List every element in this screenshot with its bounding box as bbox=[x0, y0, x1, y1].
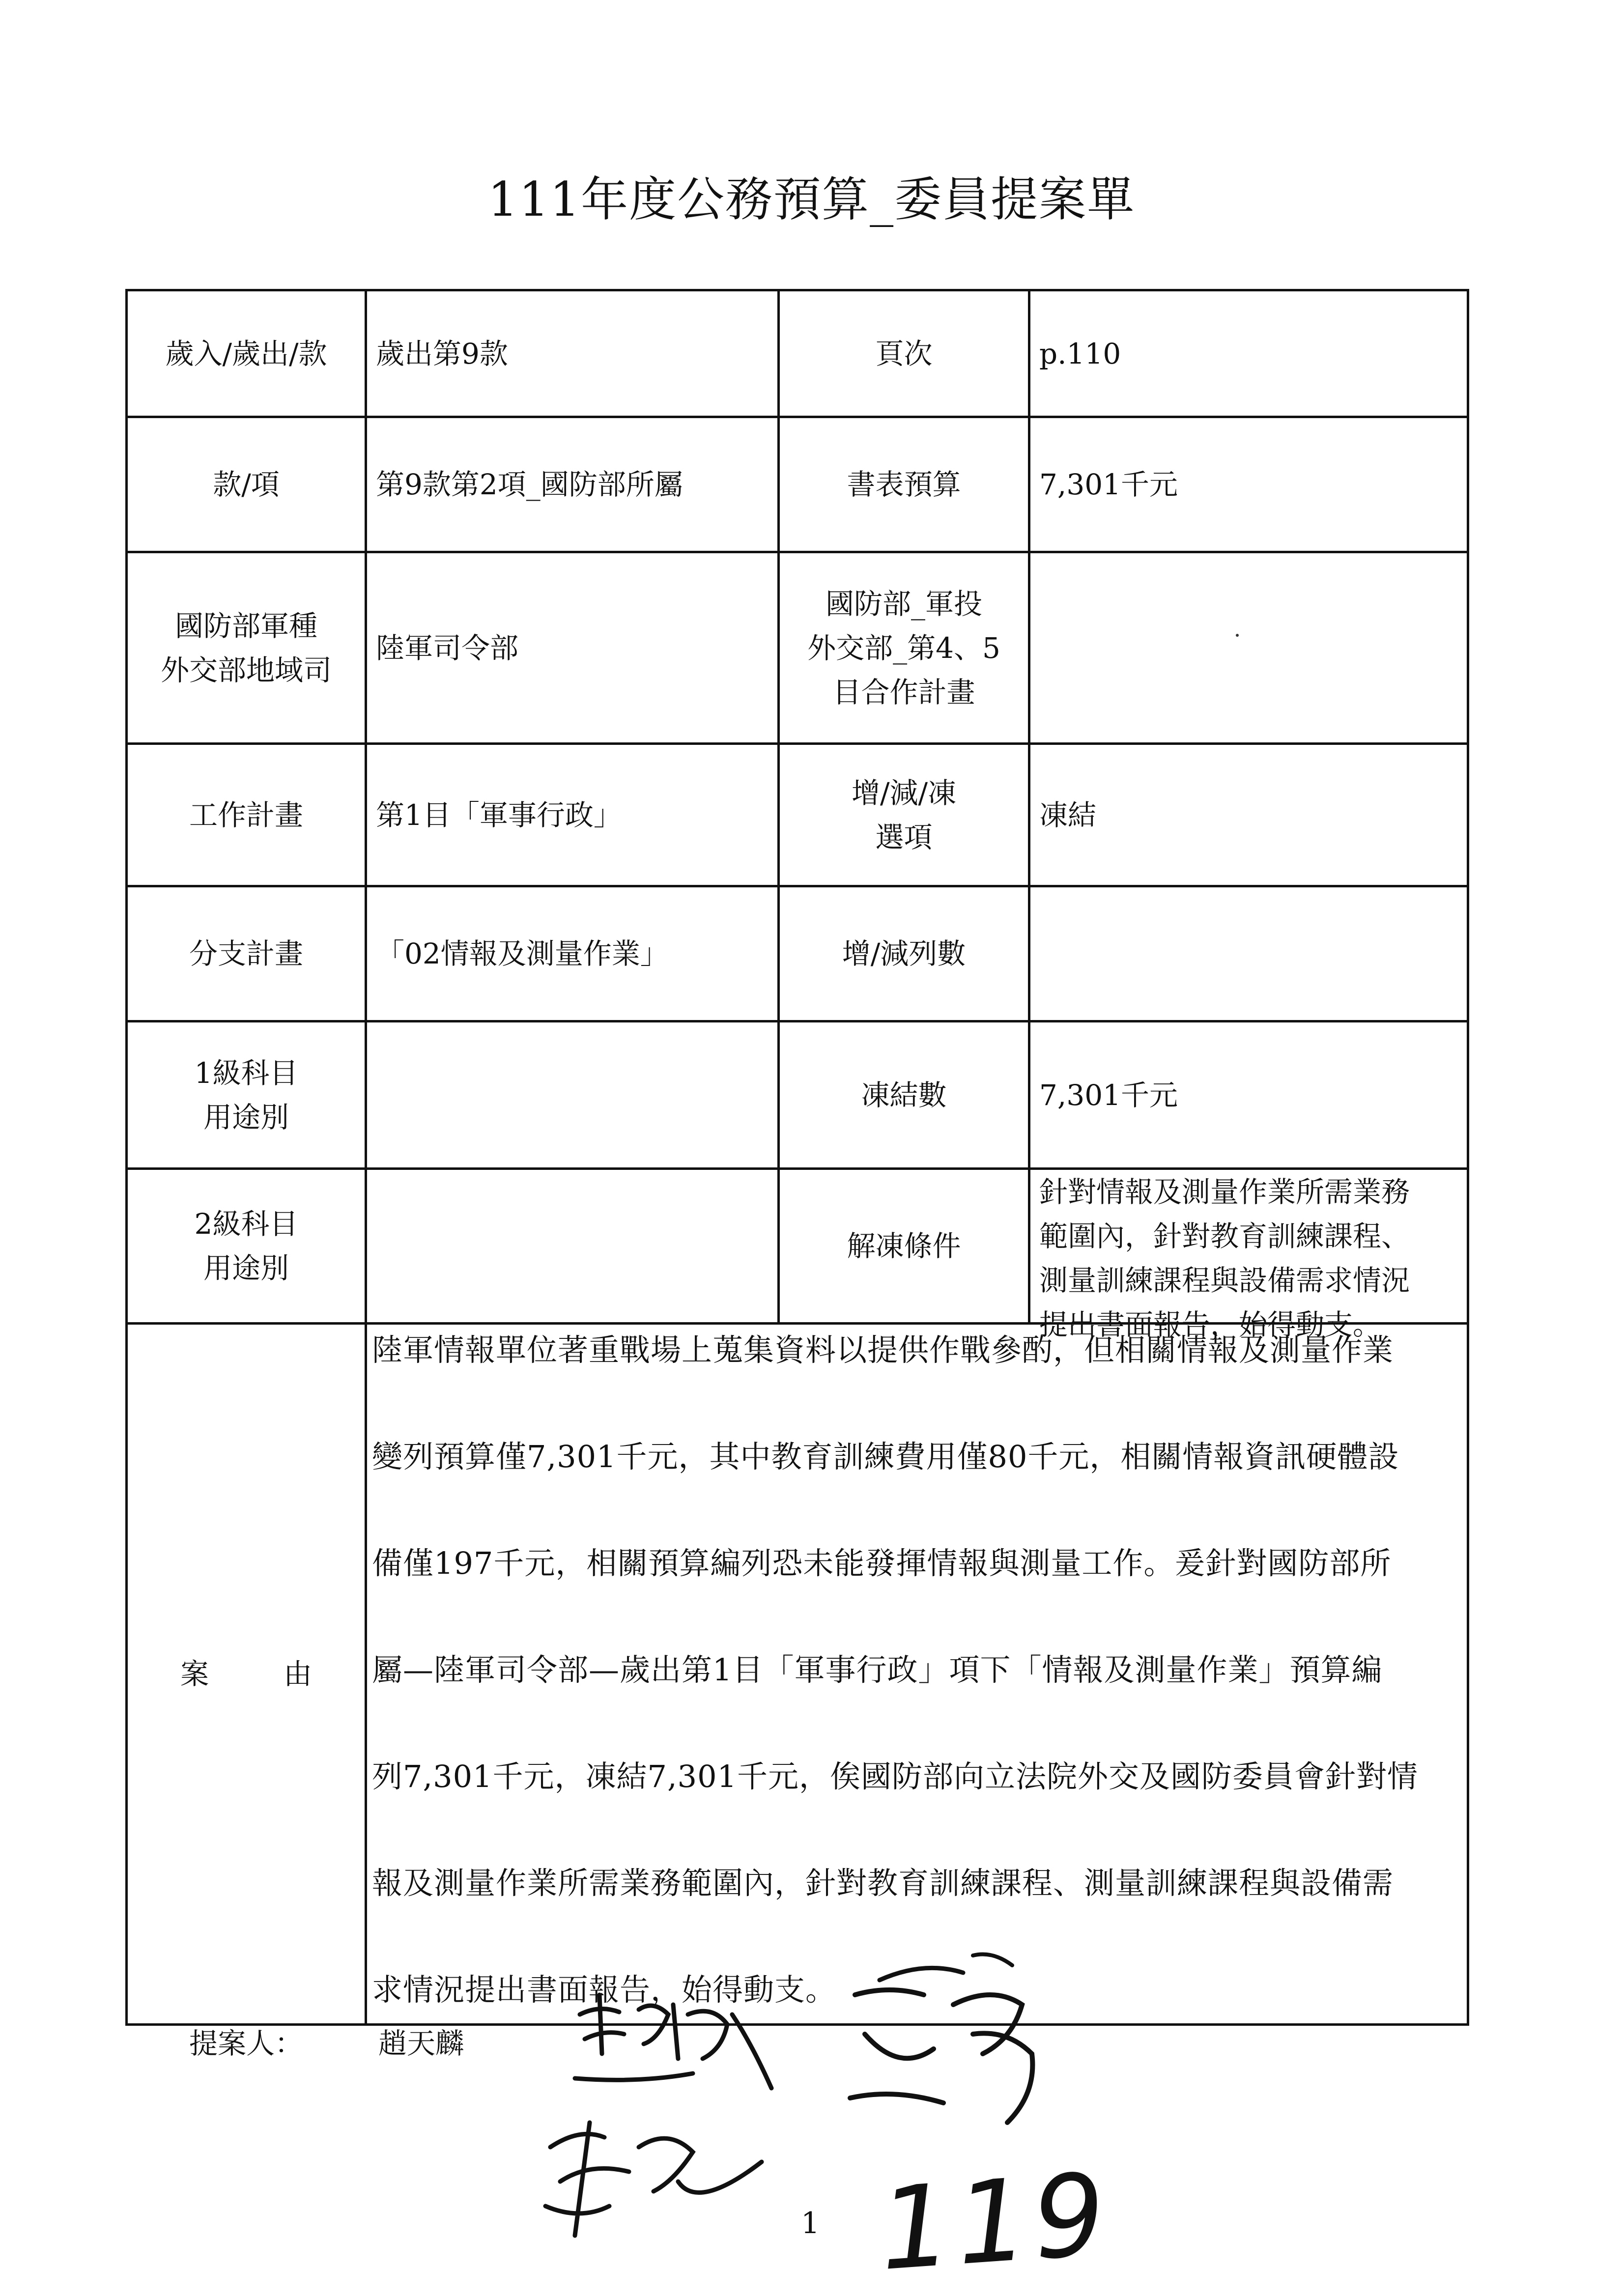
label-section: 款/項 bbox=[127, 417, 366, 552]
value-unfreeze-condition: 針對情報及測量作業所需業務 範圍內，針對教育訓練課程、 測量訓練課程與設備需求情況 提出書面報告，始得動支。 bbox=[1029, 1169, 1468, 1324]
label-work-plan: 工作計畫 bbox=[127, 744, 366, 886]
value-adjust-amount bbox=[1029, 886, 1468, 1021]
handwritten-number: 119 bbox=[875, 2149, 1114, 2296]
handwritten-signature bbox=[845, 1975, 1061, 2137]
reason-text bbox=[366, 1324, 1468, 2025]
value-listed-budget: 7,301千元 bbox=[1029, 417, 1468, 552]
value-adjust-option: 凍結 bbox=[1029, 744, 1468, 886]
reason-line: 變列預算僅7,301千元，其中教育訓練費用僅80千元，相關情報資訊硬體設 bbox=[372, 1439, 1399, 1474]
label-level2-subject: 2級科目 用途別 bbox=[127, 1169, 366, 1324]
table-row bbox=[127, 417, 1468, 552]
proposer-label: 提案人： bbox=[189, 2027, 304, 2060]
handwritten-signature bbox=[531, 2108, 776, 2250]
table-row bbox=[127, 1324, 1468, 2025]
table-row bbox=[127, 744, 1468, 886]
reason-line: 報及測量作業所需業務範圍內，針對教育訓練課程、測量訓練課程與設備需 bbox=[372, 1865, 1394, 1901]
value-level2-subject bbox=[366, 1169, 779, 1324]
reason-line: 求情況提出書面報告，始得動支。 bbox=[372, 1972, 837, 2008]
reason-line: 列7,301千元，凍結7,301千元，俟國防部向立法院外交及國防委員會針對情 bbox=[372, 1758, 1418, 1794]
reason-line: 陸軍情報單位著重戰場上蒐集資料以提供作戰參酌，但相關情報及測量作業 bbox=[372, 1332, 1394, 1368]
reason-line: 屬—陸軍司令部—歲出第1目「軍事行政」項下「情報及測量作業」預算編 bbox=[372, 1652, 1383, 1688]
label-budget-type: 歲入/歲出/款 bbox=[127, 290, 366, 417]
value-work-plan: 第1目「軍事行政」 bbox=[366, 744, 779, 886]
value-page: p.110 bbox=[1029, 290, 1468, 417]
value-level1-subject bbox=[366, 1021, 779, 1169]
page-number: 1 bbox=[801, 2206, 820, 2240]
document-title: 111年度公務預算_委員提案單 bbox=[487, 172, 1136, 227]
value-frozen-amount: 7,301千元 bbox=[1029, 1021, 1468, 1169]
label-page: 頁次 bbox=[779, 290, 1029, 417]
reason-line: 備僅197千元，相關預算編列恐未能發揮情報與測量工作。爰針對國防部所 bbox=[372, 1545, 1392, 1581]
table-row bbox=[127, 886, 1468, 1021]
label-department: 國防部軍種 外交部地域司 bbox=[127, 552, 366, 744]
table-row bbox=[127, 290, 1468, 417]
value-budget-type: 歲出第9款 bbox=[366, 290, 779, 417]
label-listed-budget: 書表預算 bbox=[779, 417, 1029, 552]
label-level1-subject: 1級科目 用途別 bbox=[127, 1021, 366, 1169]
label-adjust-option: 增/減/凍 選項 bbox=[779, 744, 1029, 886]
table-row bbox=[127, 552, 1468, 744]
value-cooperation-plan bbox=[1029, 552, 1468, 744]
table-row bbox=[127, 1169, 1468, 1324]
value-department: 陸軍司令部 bbox=[366, 552, 779, 744]
value-section: 第9款第2項_國防部所屬 bbox=[366, 417, 779, 552]
label-frozen-amount: 凍結數 bbox=[779, 1021, 1029, 1169]
proposal-table bbox=[125, 289, 1469, 2026]
label-unfreeze-condition: 解凍條件 bbox=[779, 1169, 1029, 1324]
label-cooperation-plan: 國防部_軍投 外交部_第4、5 目合作計畫 bbox=[779, 552, 1029, 744]
stray-mark bbox=[1236, 634, 1239, 637]
value-sub-plan: 「02情報及測量作業」 bbox=[366, 886, 779, 1021]
label-sub-plan: 分支計畫 bbox=[127, 886, 366, 1021]
table-row bbox=[127, 1021, 1468, 1169]
label-reason: 案 由 bbox=[127, 1324, 366, 2025]
label-adjust-amount: 增/減列數 bbox=[779, 886, 1029, 1021]
proposer-name: 趙天麟 bbox=[378, 2027, 464, 2060]
handwritten-signature bbox=[565, 1985, 821, 2108]
